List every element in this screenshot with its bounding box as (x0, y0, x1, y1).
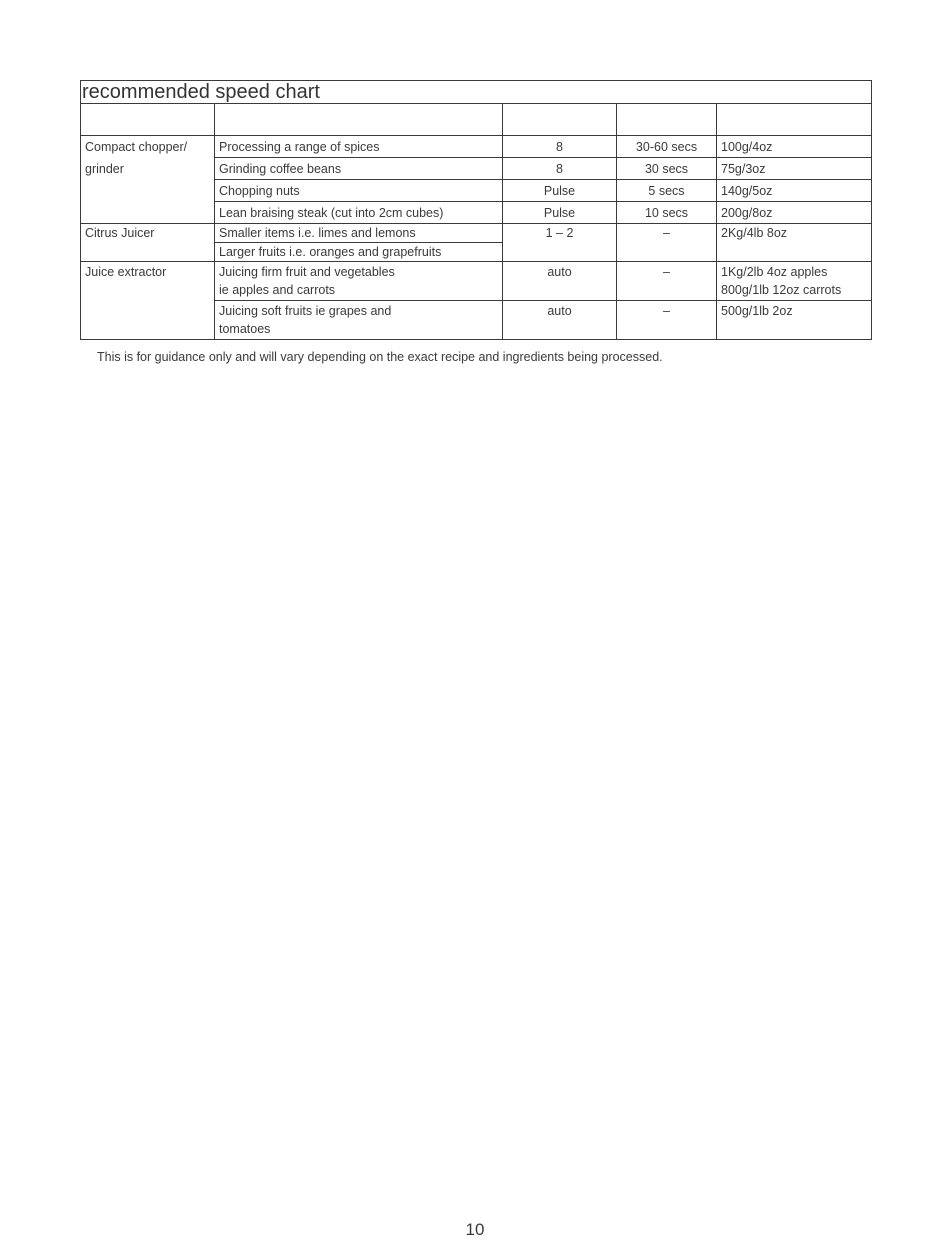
speed-chart-table (80, 80, 872, 340)
time-cell: 10 secs (617, 202, 717, 224)
table-row (81, 158, 872, 180)
table-row (81, 202, 872, 224)
task-cell (215, 262, 503, 301)
time-cell: – (617, 301, 717, 340)
task-line: tomatoes (219, 322, 271, 336)
speed-cell: 8 (503, 136, 617, 158)
task-cell: Processing a range of spices (215, 136, 503, 158)
category-cell: Citrus Juicer (81, 224, 215, 262)
speed-cell: auto (503, 262, 617, 301)
quantity-cell: 500g/1lb 2oz (717, 301, 872, 340)
chart-title: recommended speed chart (81, 81, 872, 104)
speed-cell: Pulse (503, 180, 617, 202)
header-cell (717, 104, 872, 136)
table-row (81, 262, 872, 301)
quantity-cell: 75g/3oz (717, 158, 872, 180)
speed-cell: auto (503, 301, 617, 340)
quantity-cell: 2Kg/4lb 8oz (717, 224, 872, 262)
table-row (81, 180, 872, 202)
table-row (81, 136, 872, 158)
time-cell: 30 secs (617, 158, 717, 180)
quantity-line: 1Kg/2lb 4oz apples (721, 265, 828, 279)
task-cell: Grinding coffee beans (215, 158, 503, 180)
header-cell (81, 104, 215, 136)
quantity-line: 800g/1lb 12oz carrots (721, 283, 842, 297)
time-cell: 30-60 secs (617, 136, 717, 158)
quantity-cell: 200g/8oz (717, 202, 872, 224)
task-line: Juicing soft fruits ie grapes and (219, 304, 392, 318)
task-cell: Larger fruits i.e. oranges and grapefruits (215, 243, 503, 262)
table-row (81, 224, 872, 243)
time-cell: – (617, 224, 717, 262)
header-cell (503, 104, 617, 136)
speed-cell: 8 (503, 158, 617, 180)
task-line: Juicing firm fruit and vegetables (219, 265, 395, 279)
task-cell: Lean braising steak (cut into 2cm cubes) (215, 202, 503, 224)
header-cell (617, 104, 717, 136)
task-line: ie apples and carrots (219, 283, 336, 297)
page-number: 10 (465, 1220, 485, 1239)
title-row (81, 81, 872, 104)
quantity-cell: 140g/5oz (717, 180, 872, 202)
category-cell: Compact chopper/ (81, 136, 215, 158)
time-cell: 5 secs (617, 180, 717, 202)
time-cell: – (617, 262, 717, 301)
category-cell: Juice extractor (81, 262, 215, 340)
category-cell: grinder (81, 158, 215, 180)
quantity-cell (717, 262, 872, 301)
header-cell (215, 104, 503, 136)
speed-cell: Pulse (503, 202, 617, 224)
quantity-cell: 100g/4oz (717, 136, 872, 158)
category-cell (81, 202, 215, 224)
guidance-note: This is for guidance only and will vary depending on the exact recipe and ingredients being processed. (97, 350, 663, 364)
header-row (81, 104, 872, 136)
category-cell (81, 180, 215, 202)
task-cell: Chopping nuts (215, 180, 503, 202)
speed-cell: 1 – 2 (503, 224, 617, 262)
task-cell (215, 301, 503, 340)
task-cell: Smaller items i.e. limes and lemons (215, 224, 503, 243)
